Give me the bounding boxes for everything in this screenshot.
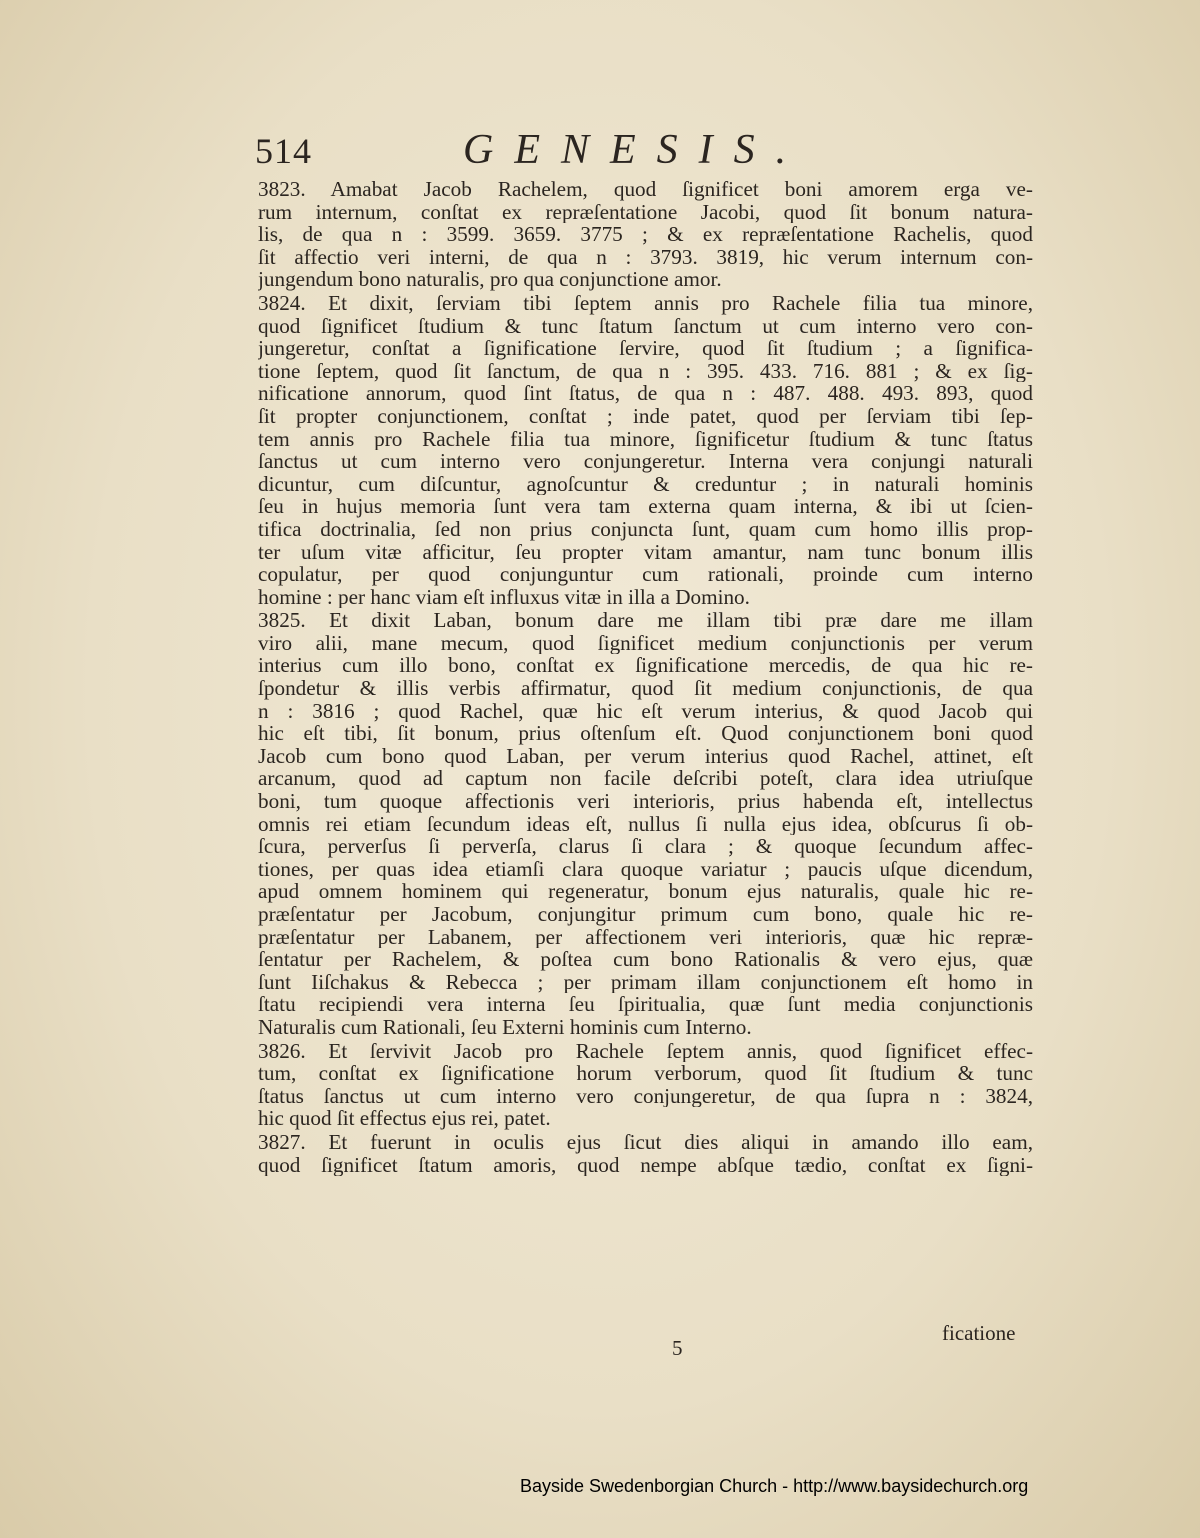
text-line: jungendum bono naturalis, pro qua conjunctione amor. [258, 268, 722, 291]
running-title: GENESIS. [463, 127, 808, 173]
footer-banner: Bayside Swedenborgian Church - http://www.baysidechurch.org [520, 1476, 1029, 1496]
paragraph [258, 1040, 1033, 1130]
text-line: ſit affectio veri interni, de qua n : 3793. 3819, hic verum internum con- [258, 245, 1033, 269]
paragraph [258, 178, 1033, 291]
text-line: præſentatur per Jacobum, conjungitur primum cum bono, quale hic re- [258, 903, 1033, 926]
text-line: præſentatur per Labanem, per affectionem veri interioris, quæ hic repræ- [258, 925, 1033, 949]
text-line: hic eſt tibi, ſit bonum, prius oſtenſum eſt. Quod conjunctionem boni quod [258, 722, 1033, 745]
text-line: hic quod ſit effectus ejus rei, patet. [258, 1107, 551, 1130]
text-line: tifica doctrinalia, ſed non prius conjuncta ſunt, quam cum homo illis prop- [258, 517, 1033, 541]
page-number: 514 [255, 131, 312, 171]
text-line: rum internum, conſtat ex repræſentatione Jacobi, quod ſit bonum natura- [258, 200, 1033, 224]
paragraph [258, 292, 1033, 608]
signature-mark: 5 [672, 1336, 683, 1360]
text-line: boni, tum quoque affectionis veri interioris, prius habenda eſt, intellectus [258, 790, 1033, 813]
text-line: Jacob cum bono quod Laban, per verum interius quod Rachel, attinet, eſt [258, 744, 1033, 768]
paragraph [258, 1131, 1033, 1176]
text-line: ſanctus ut cum interno vero conjungeretur. Interna vera conjungi naturali [258, 450, 1033, 473]
text-line: 3825. Et dixit Laban, bonum dare me illam tibi præ dare me illam [258, 609, 1033, 632]
text-line: ſpondetur & illis verbis affirmatur, quod ſit medium conjunctionis, de qua [258, 677, 1033, 700]
text-line: ſeu in hujus memoria ſunt vera tam externa quam interna, & ibi ut ſcien- [258, 495, 1033, 518]
text-line: interius cum illo bono, conſtat ex ſignificatione mercedis, de qua hic re- [258, 654, 1033, 678]
text-line: ter uſum vitæ afficitur, ſeu propter vitam amantur, nam tunc bonum illis [258, 540, 1033, 564]
page-header [255, 118, 1035, 178]
text-line: quod ſignificet ſtatum amoris, quod nempe abſque tædio, conſtat ex ſigni- [258, 1153, 1033, 1177]
text-line: ſcura, perverſus ſi perverſa, clarus ſi clara ; & quoque ſecundum affec- [258, 835, 1033, 858]
text-line: quod ſignificet ſtudium & tunc ſtatum ſanctum ut cum interno vero con- [258, 314, 1033, 338]
text-line: 3827. Et fuerunt in oculis ejus ſicut dies aliqui in amando illo eam, [258, 1130, 1033, 1154]
text-line: tione ſeptem, quod ſit ſanctum, de qua n : 395. 433. 716. 881 ; & ex ſig- [258, 359, 1033, 383]
text-line: copulatur, per quod conjunguntur cum rationali, proinde cum interno [258, 563, 1033, 586]
text-line: tem annis pro Rachele filia tua minore, ſignificetur ſtudium & tunc ſtatus [258, 427, 1033, 451]
text-line: ſunt Iiſchakus & Rebecca ; per primam illam conjunctionem eſt homo in [258, 970, 1033, 994]
text-line: homine : per hanc viam eſt influxus vitæ in illa a Domino. [258, 585, 750, 609]
text-line: viro alii, mane mecum, quod ſignificet medium conjunctionis per verum [258, 631, 1033, 655]
text-line: omnis rei etiam ſecundum ideas eſt, nullus ſi nulla ejus idea, obſcurus ſi ob- [258, 812, 1033, 836]
text-line: Naturalis cum Rationali, ſeu Externi hominis cum Interno. [258, 1015, 752, 1039]
paragraph [258, 609, 1033, 1038]
text-line: arcanum, quod ad captum non facile deſcribi poteſt, clara idea utriuſque [258, 767, 1033, 791]
text-line: tiones, per quas idea etiamſi clara quoque variatur ; paucis uſque dicendum, [258, 857, 1033, 881]
text-line: apud omnem hominem qui regeneratur, bonum ejus naturalis, quale hic re- [258, 880, 1033, 903]
body-text [258, 178, 1033, 1177]
text-line: 3823. Amabat Jacob Rachelem, quod ſignificet boni amorem erga ve- [258, 178, 1033, 201]
text-line: 3824. Et dixit, ſerviam tibi ſeptem annis pro Rachele filia tua minore, [258, 291, 1033, 315]
catchword: ficatione [942, 1321, 1016, 1345]
text-line: 3826. Et ſervivit Jacob pro Rachele ſeptem annis, quod ſignificet effec- [258, 1039, 1033, 1063]
text-line: ſtatus ſanctus ut cum interno vero conjungeretur, de qua ſupra n : 3824, [258, 1084, 1033, 1108]
text-line: ſit propter conjunctionem, conſtat ; inde patet, quod per ſerviam tibi ſep- [258, 404, 1033, 428]
text-line: ſentatur per Rachelem, & poſtea cum bono Rationalis & vero ejus, quæ [258, 948, 1033, 971]
text-line: lis, de qua n : 3599. 3659. 3775 ; & ex repræſentatione Rachelis, quod [258, 223, 1033, 246]
text-line: tum, conſtat ex ſignificatione horum verborum, quod ſit ſtudium & tunc [258, 1062, 1033, 1085]
text-line: nificatione annorum, quod ſint ſtatus, de qua n : 487. 488. 493. 893, quod [258, 382, 1033, 405]
text-line: n : 3816 ; quod Rachel, quæ hic eſt verum interius, & quod Jacob qui [258, 699, 1033, 723]
text-line: ſtatu recipiendi vera interna ſeu ſpiritualia, quæ ſunt media conjunctionis [258, 993, 1033, 1016]
text-line: dicuntur, cum diſcuntur, agnoſcuntur & creduntur ; in naturali hominis [258, 472, 1033, 496]
text-line: jungeretur, conſtat a ſignificatione ſervire, quod ſit ſtudium ; a ſignifica- [258, 337, 1033, 360]
